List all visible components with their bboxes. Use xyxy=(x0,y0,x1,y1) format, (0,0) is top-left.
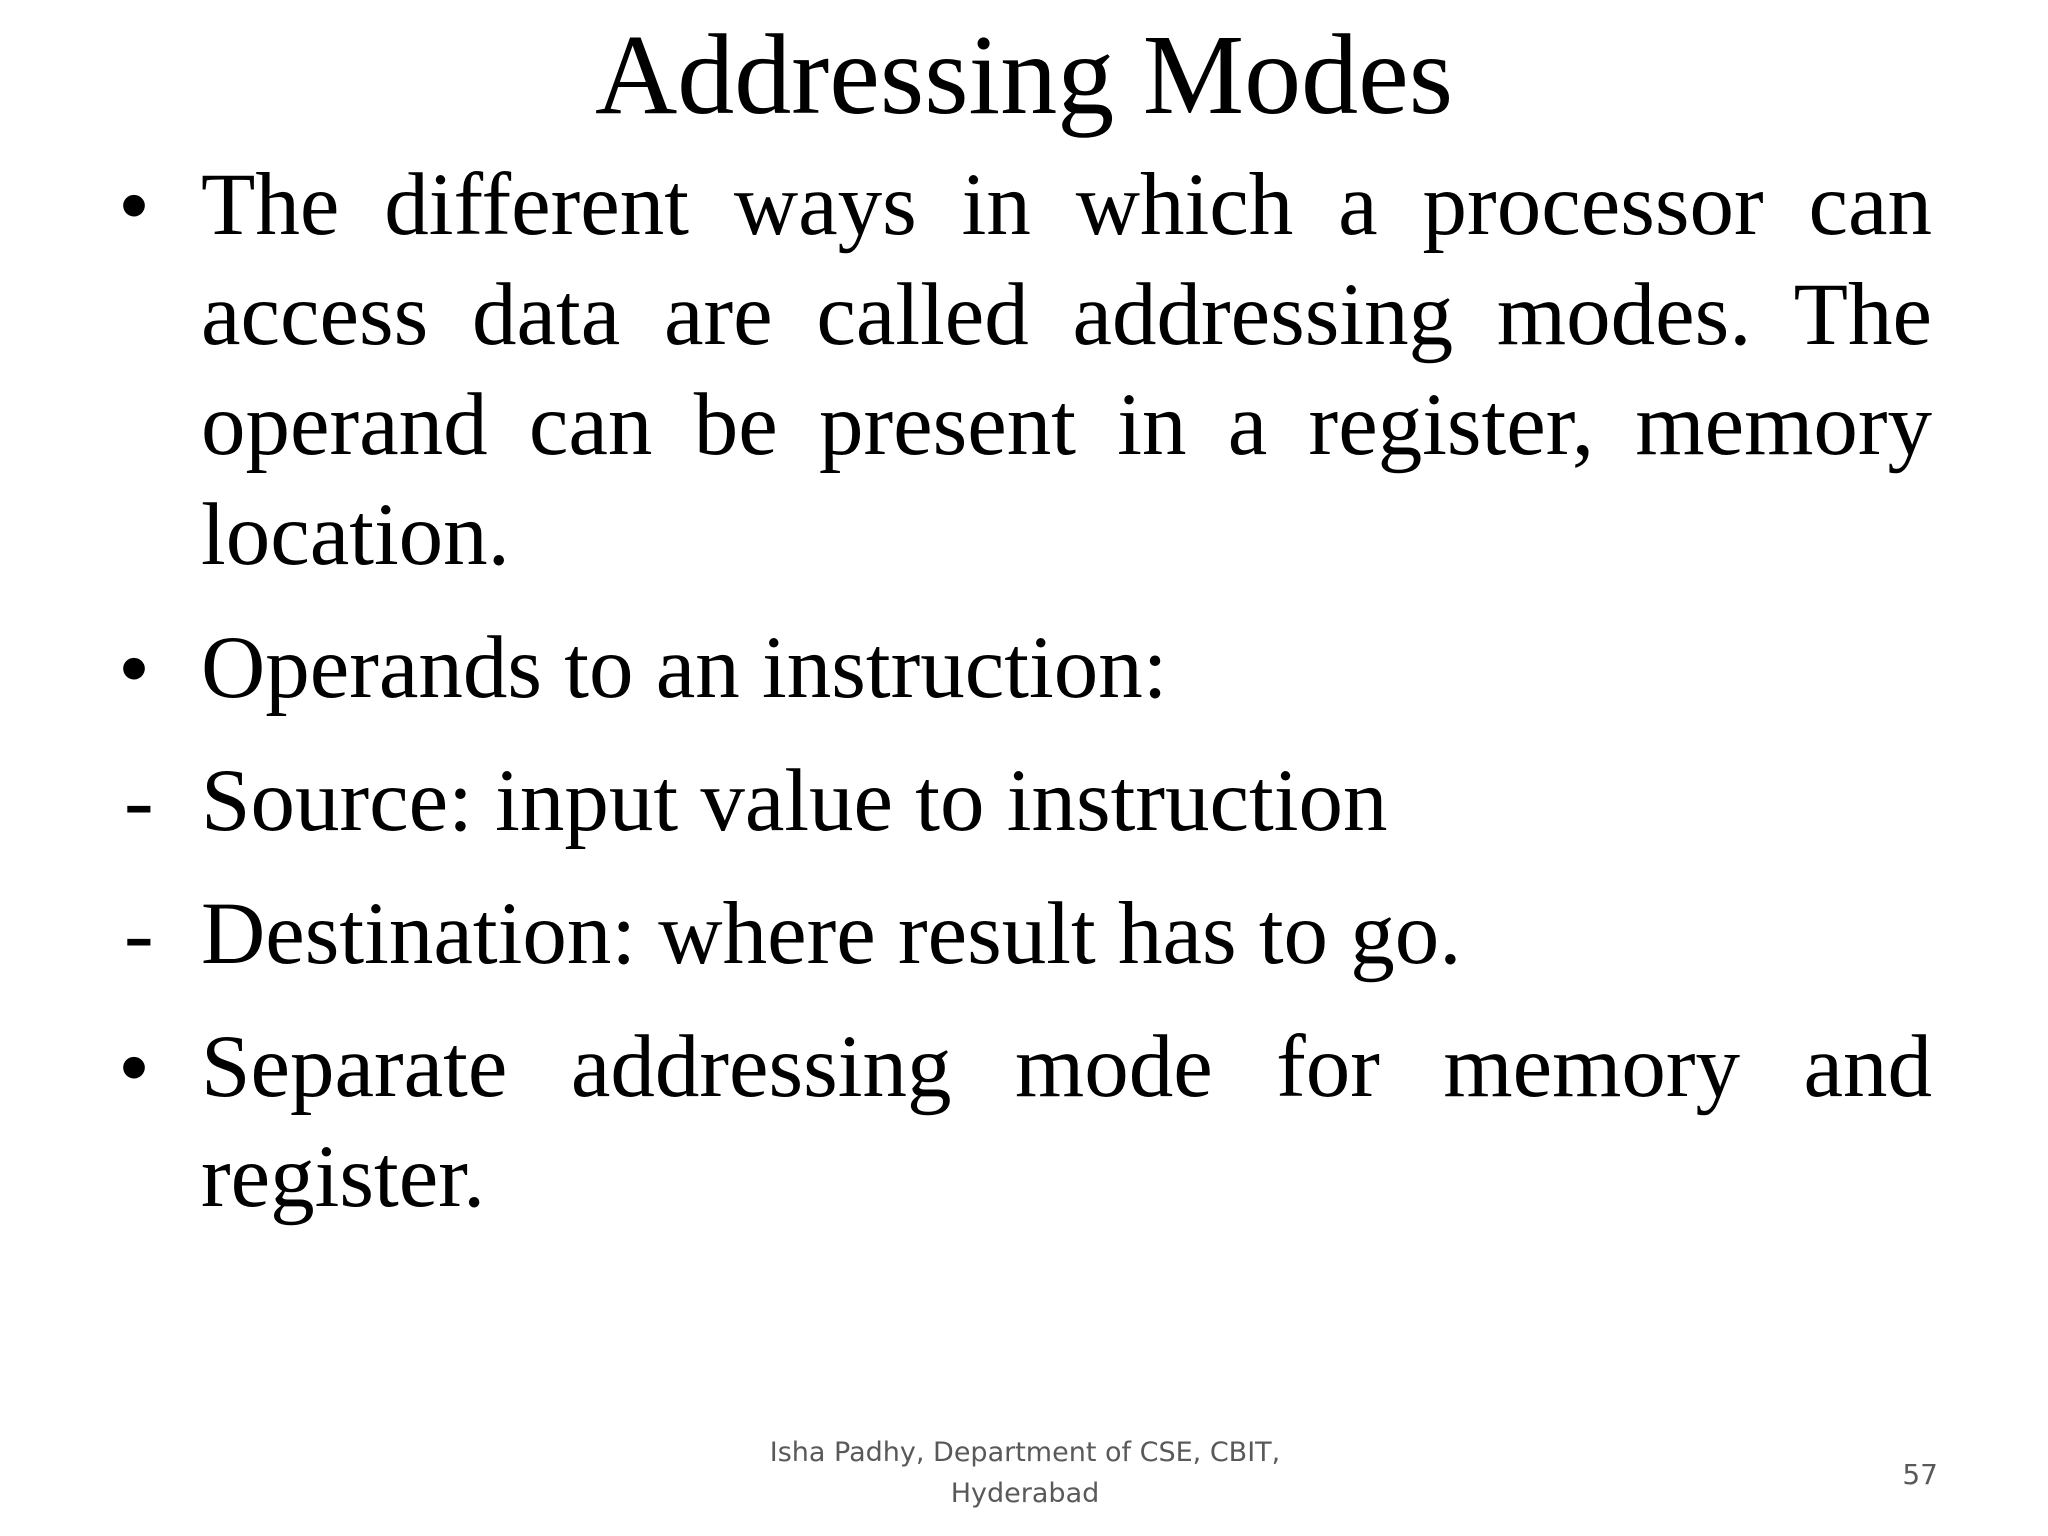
slide-title: Addressing Modes xyxy=(594,11,1454,138)
bullet-item-separate-modes xyxy=(120,1012,1932,1232)
bullet-text: Separate addressing mode for memory and register. xyxy=(201,1018,1932,1226)
dash-item-destination xyxy=(120,879,1932,989)
slide-footer xyxy=(740,1432,1310,1514)
bullet-item-operands xyxy=(120,613,1932,723)
footer-author-department: Isha Padhy, Department of CSE, CBIT, xyxy=(769,1437,1281,1468)
footer-location: Hyderabad xyxy=(950,1478,1100,1509)
slide-content xyxy=(120,150,1932,1232)
bullet-marker: • xyxy=(120,1022,149,1111)
bullet-marker: • xyxy=(120,623,149,712)
dash-item-source xyxy=(120,746,1932,856)
bullet-marker: • xyxy=(120,160,149,249)
bullet-text: Operands to an instruction: xyxy=(201,619,1168,717)
bullet-item-processor-access xyxy=(120,150,1932,590)
dash-text: Destination: where result has to go. xyxy=(201,885,1462,983)
dash-marker: - xyxy=(124,752,154,850)
page-number: 57 xyxy=(1902,1458,1938,1491)
bullet-text: The different ways in which a processor can access data are called addressing modes. The operand can be present in a register, memory location. xyxy=(201,156,1932,584)
dash-text: Source: input value to instruction xyxy=(201,752,1388,850)
dash-marker: - xyxy=(124,885,154,983)
